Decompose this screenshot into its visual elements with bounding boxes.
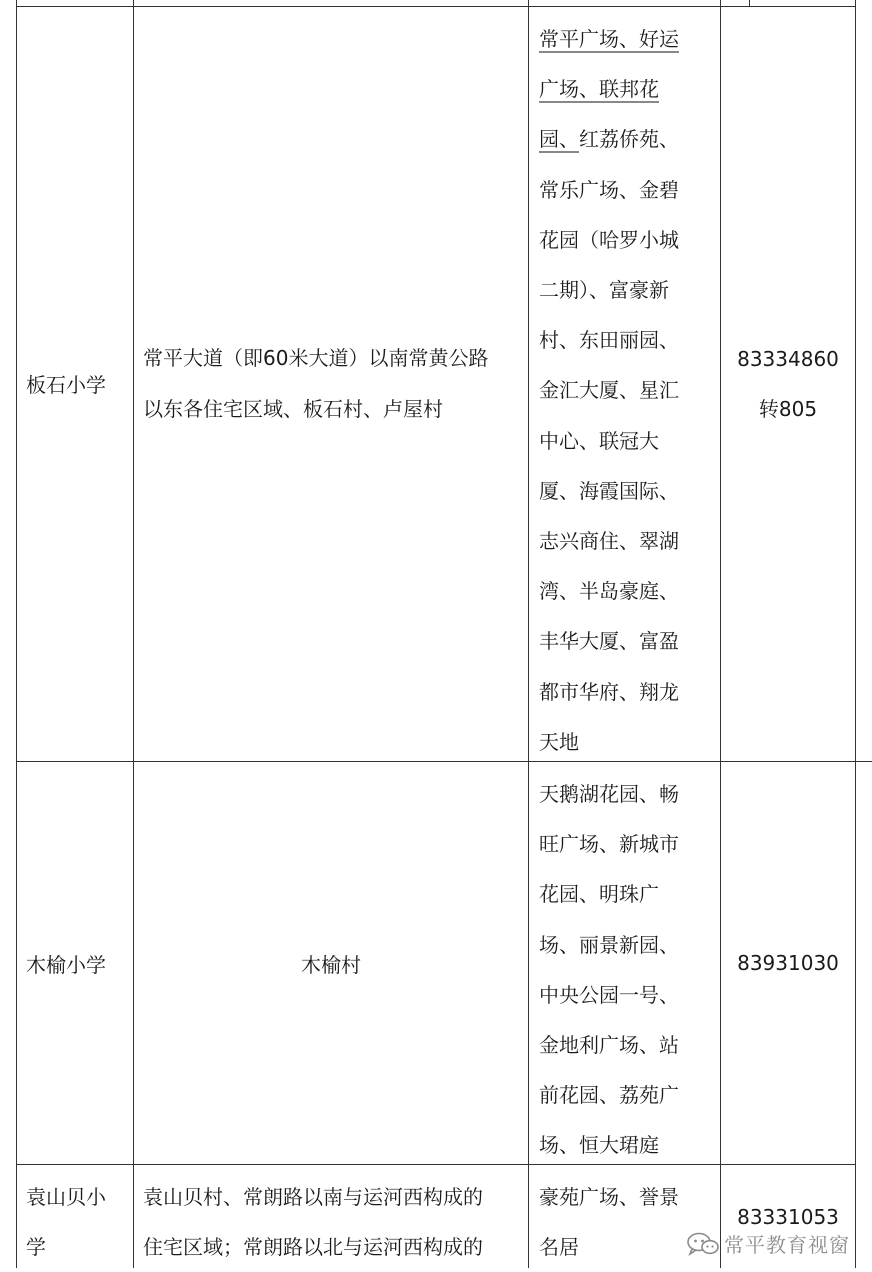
watermark: [686, 1229, 850, 1258]
estates-line: 都市华府、翔龙: [539, 679, 679, 704]
phone-number: 83931030: [737, 951, 839, 975]
phone-number: 83334860: [737, 346, 839, 371]
estates-cell: [539, 769, 719, 1171]
watermark-text: 常平教育视窗: [724, 1233, 850, 1257]
estates-line: 二期）、富豪新: [539, 278, 669, 303]
estates-line: 场、恒大珺庭: [539, 1133, 659, 1158]
school-name-cell: [26, 1172, 132, 1272]
area-line: 以东各住宅区域、板石村、卢屋村: [143, 396, 443, 421]
area-line: 常平大道（即60米大道）以南常黄公路: [143, 346, 489, 371]
estates-line: 中央公园一号、: [539, 982, 679, 1007]
estates-line: 天地: [539, 729, 579, 754]
estates-line: 豪苑广场、誉景: [539, 1185, 679, 1209]
estates-line: 厦、海霞国际、: [539, 478, 679, 503]
area-cell: [143, 1172, 527, 1272]
phone-cell: [721, 1205, 855, 1229]
estates-line-underlined: 园、: [539, 127, 579, 152]
estates-line: 旺广场、新城市: [539, 832, 679, 857]
phone-extension: 转805: [758, 396, 818, 421]
area-cell: [143, 6, 527, 761]
school-name-cell: [26, 6, 132, 761]
estates-line: 金地利广场、站: [539, 1033, 679, 1058]
estates-line: 场、丽景新园、: [539, 932, 679, 957]
estates-line: 中心、联冠大: [539, 428, 659, 453]
area-text: 木榆村: [301, 952, 361, 977]
school-name-line: 学: [26, 1235, 46, 1260]
phone-cell: [721, 6, 855, 761]
phone-number: 83331053: [737, 1205, 839, 1229]
estates-line: 名居: [539, 1235, 579, 1260]
area-cell: [134, 762, 528, 1164]
estates-line: 丰华大厦、富盈: [539, 629, 679, 654]
grid-line-left: [16, 0, 17, 1268]
estates-line: 花园（哈罗小城: [539, 227, 679, 252]
estates-line: 金汇大厦、星汇: [539, 378, 679, 403]
wechat-bubble-icon: [686, 1232, 720, 1256]
grid-line-right: [855, 0, 856, 1268]
school-name: 板石小学: [26, 373, 106, 397]
phone-cell: [721, 762, 855, 1164]
area-line: 袁山贝村、常朗路以南与运河西构成的: [143, 1185, 483, 1209]
estates-line: 花园、明珠广: [539, 882, 659, 907]
school-name-line: 袁山贝小: [26, 1185, 106, 1209]
estates-line-underlined: 常平广场、好运: [539, 27, 679, 51]
grid-line-col2: [528, 0, 529, 1268]
estates-line-tail: 红荔侨苑、: [579, 127, 679, 152]
estates-line: 志兴商住、翠湖: [539, 529, 679, 554]
grid-line-row2: [16, 1164, 856, 1165]
estates-line: 湾、半岛豪庭、: [539, 579, 679, 604]
estates-line: 前花园、荔苑广: [539, 1083, 679, 1108]
estates-line: 天鹅湖花园、畅: [539, 782, 679, 806]
school-name: 木榆小学: [26, 952, 106, 977]
area-line: 住宅区域；常朗路以北与运河西构成的: [143, 1235, 483, 1260]
estates-line: 常乐广场、金碧: [539, 177, 679, 202]
estates-line-underlined: 广场、联邦花: [539, 77, 659, 102]
school-name-cell: [26, 762, 132, 1164]
estates-line: 村、东田丽园、: [539, 328, 679, 353]
estates-cell: [539, 14, 719, 767]
